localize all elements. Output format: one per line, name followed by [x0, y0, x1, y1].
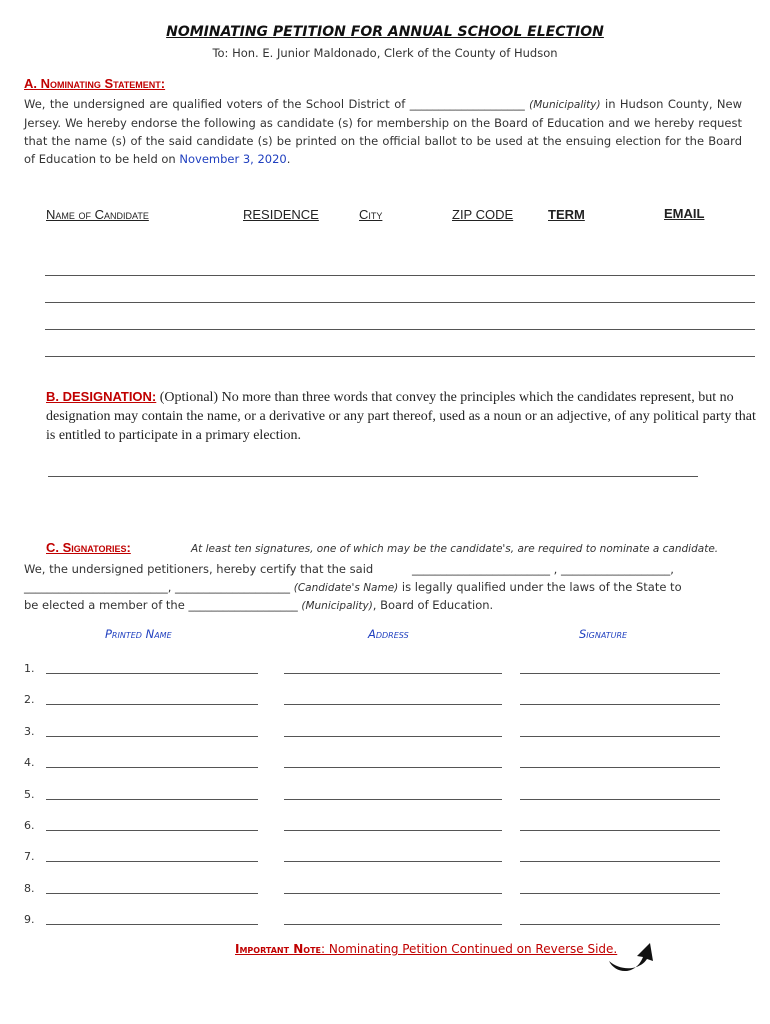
- candidate-line-4[interactable]: [45, 356, 755, 357]
- important-text: : Nominating Petition Continued on Reverse Side.: [321, 942, 618, 956]
- designation-line[interactable]: [48, 476, 698, 477]
- row-number: 4.: [24, 756, 35, 770]
- statement-text-1: We, the undersigned are qualified voters of the School District of: [24, 97, 410, 111]
- designation-text: [46, 387, 758, 445]
- row-number: 5.: [24, 787, 35, 801]
- turn-over-arrow-icon: [606, 941, 656, 975]
- col-email: EMAIL: [664, 206, 705, 221]
- address-line[interactable]: [284, 799, 502, 800]
- col-printed-name: Printed Name: [105, 627, 172, 641]
- certify-line-2-text: is legally qualified under the laws of the State to: [398, 580, 682, 594]
- signatures-note: At least ten signatures, one of which may be the candidate's, are required to nominate a candidate.: [191, 543, 719, 555]
- address-line[interactable]: [284, 704, 502, 705]
- address-line[interactable]: [284, 736, 502, 737]
- important-note: [235, 942, 617, 956]
- printed-name-line[interactable]: [46, 799, 258, 800]
- signature-line[interactable]: [520, 924, 720, 925]
- printed-name-line[interactable]: [46, 736, 258, 737]
- candidate-line-1[interactable]: [45, 275, 755, 276]
- certify-line-3: [24, 596, 493, 615]
- col-address: Address: [368, 627, 409, 641]
- candidate-line-3[interactable]: [45, 329, 755, 330]
- statement-text-2: in Hudson County, New Jersey. We hereby endorse the following as candidate (s) for membership on the Board of Education and we hereby request that the name (s) of the said candidate (s) be printed on the official ballot to be used at the ensuing election for the Board of Education to be held on: [24, 97, 743, 166]
- row-number: 8.: [24, 881, 35, 895]
- important-label: Important Note: [235, 942, 322, 956]
- signature-line[interactable]: [520, 767, 720, 768]
- certify-line-1a: We, the undersigned petitioners, hereby certify that the said: [24, 562, 374, 576]
- row-number: 3.: [24, 724, 35, 738]
- signature-line[interactable]: [520, 861, 720, 862]
- page-subtitle: To: Hon. E. Junior Maldonado, Clerk of the County of Hudson: [212, 46, 558, 60]
- col-residence: RESIDENCE: [243, 207, 319, 222]
- address-line[interactable]: [284, 924, 502, 925]
- municipality-label-2: (Municipality): [301, 600, 373, 612]
- certify-line-3-text: , Board of Education.: [372, 598, 494, 612]
- printed-name-line[interactable]: [46, 893, 258, 894]
- row-number: 9.: [24, 913, 35, 927]
- address-line[interactable]: [284, 861, 502, 862]
- signature-line[interactable]: [520, 893, 720, 894]
- printed-name-line[interactable]: [46, 830, 258, 831]
- row-number: 2.: [24, 693, 35, 707]
- address-line[interactable]: [284, 767, 502, 768]
- election-date: November 3, 2020: [179, 152, 287, 166]
- section-a-heading: A. Nominating Statement:: [24, 76, 166, 91]
- printed-name-line[interactable]: [46, 673, 258, 674]
- statement-text-3: .: [286, 152, 291, 166]
- col-term: TERM: [548, 207, 585, 222]
- page-title: NOMINATING PETITION FOR ANNUAL SCHOOL ELECTION: [166, 24, 604, 40]
- col-name-of-candidate: Name of Candidate: [46, 207, 149, 222]
- row-number: 7.: [24, 850, 35, 864]
- printed-name-line[interactable]: [46, 767, 258, 768]
- printed-name-line[interactable]: [46, 861, 258, 862]
- signature-line[interactable]: [520, 830, 720, 831]
- nominating-statement: [24, 95, 742, 168]
- signature-line[interactable]: [520, 673, 720, 674]
- address-line[interactable]: [284, 830, 502, 831]
- address-line[interactable]: [284, 673, 502, 674]
- section-c-heading: C. Signatories:: [46, 540, 131, 555]
- designation-body: (Optional) No more than three words that convey the principles which the candidates represent, but no designation may contain the name, or a derivative or any part thereof, used as a noun or an adjective, of any political party that is entitled to participate in a primary election.: [46, 390, 756, 443]
- printed-name-line[interactable]: [46, 704, 258, 705]
- certify-line-2: [24, 578, 744, 597]
- col-city: City: [359, 207, 383, 222]
- printed-name-line[interactable]: [46, 924, 258, 925]
- signature-line[interactable]: [520, 704, 720, 705]
- section-b-heading: B. DESIGNATION:: [46, 389, 157, 404]
- school-district-blank[interactable]: ____________________: [409, 97, 525, 111]
- candidate-name-blank[interactable]: _________________________, ____________________: [24, 580, 294, 594]
- certify-line-1b[interactable]: ________________________ , ___________________,: [412, 562, 674, 576]
- municipality-label: (Municipality): [529, 99, 601, 111]
- candidate-line-2[interactable]: [45, 302, 755, 303]
- signature-line[interactable]: [520, 736, 720, 737]
- row-number: 6.: [24, 819, 35, 832]
- col-signature: Signature: [579, 627, 628, 641]
- municipality-blank[interactable]: be elected a member of the ___________________: [24, 598, 302, 612]
- candidate-name-label: (Candidate's Name): [293, 582, 399, 594]
- row-number: 1.: [24, 662, 35, 675]
- col-zip-code: ZIP CODE: [452, 207, 514, 222]
- address-line[interactable]: [284, 893, 502, 894]
- signature-line[interactable]: [520, 799, 720, 800]
